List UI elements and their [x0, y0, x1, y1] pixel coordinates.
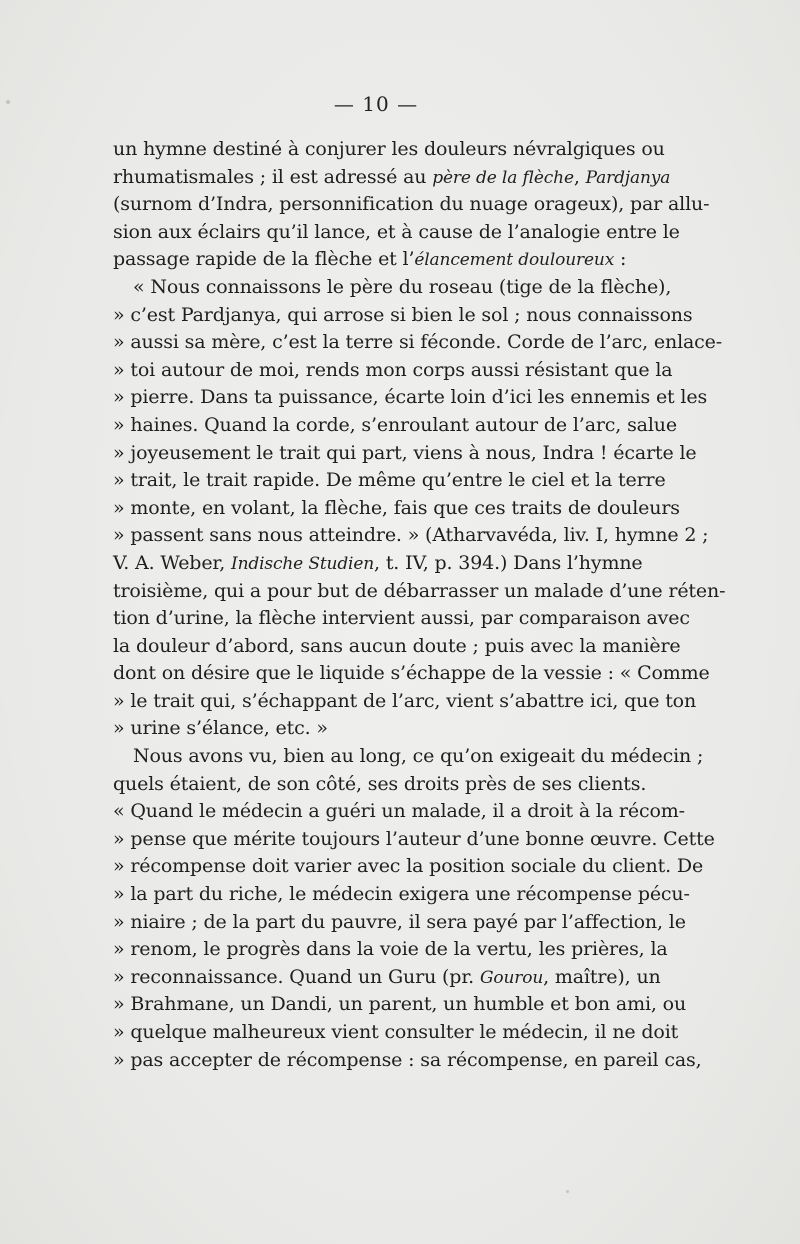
text-line: [113, 136, 665, 164]
paragraph-1: [113, 136, 710, 274]
text-run: « Nous connaissons le père du roseau (tige de la flèche),: [133, 275, 672, 298]
italic-phrase: Gourou: [479, 967, 544, 988]
italic-phrase: Indische Studien: [231, 553, 375, 574]
text-run: , t. IV, p. 394.) Dans l’hymne: [374, 551, 643, 574]
text-line: [113, 246, 641, 274]
text-line: [113, 578, 726, 606]
text-line: [113, 909, 686, 937]
text-run: » urine s’élance, etc. »: [113, 717, 328, 740]
text-run: tion d’urine, la flèche intervient aussi, par comparaison avec: [113, 607, 690, 630]
margin-spot: [6, 100, 10, 104]
text-run: » récompense doit varier avec la position sociale du client. De: [113, 855, 704, 878]
text-run: » joyeusement le trait qui part, viens à nous, Indra ! écarte le: [113, 441, 697, 464]
margin-spot: [566, 1190, 569, 1193]
text-line: [113, 853, 704, 881]
text-run: quels étaient, de son côté, ses droits près de ses clients.: [113, 772, 647, 795]
text-run: (surnom d’Indra, personnification du nuage orageux), par allu-: [113, 193, 710, 216]
text-line: [113, 467, 666, 495]
text-run: » le trait qui, s’échappant de l’arc, vient s’abattre ici, que ton: [113, 689, 697, 712]
text-line: [113, 357, 673, 385]
text-run: Nous avons vu, bien au long, ce qu’on exigeait du médecin ;: [133, 745, 704, 768]
text-line: [113, 964, 661, 992]
text-run: » pas accepter de récompense : sa récompense, en pareil cas,: [113, 1048, 702, 1071]
text-run: » monte, en volant, la flèche, fais que ces traits de douleurs: [113, 496, 680, 519]
text-line: [113, 274, 672, 302]
text-run: troisième, qui a pour but de débarrasser un malade d’une réten-: [113, 579, 726, 602]
text-run: » renom, le progrès dans la voie de la vertu, les prières, la: [113, 938, 668, 961]
text-line: [113, 881, 690, 909]
text-run: dont on désire que le liquide s’échappe de la vessie : « Comme: [113, 662, 710, 685]
text-line: [113, 1019, 679, 1047]
text-run: » pierre. Dans ta puissance, écarte loin d’ici les ennemis et les: [113, 386, 708, 409]
text-line: [113, 522, 709, 550]
text-run: » la part du riche, le médecin exigera une récompense pécu-: [113, 883, 690, 906]
text-run: » c’est Pardjanya, qui arrose si bien le sol ; nous connaissons: [113, 303, 693, 326]
text-line: [113, 715, 641, 743]
text-run: , maître), un: [543, 965, 661, 988]
text-run: :: [614, 248, 627, 271]
text-line: [113, 219, 680, 247]
text-line: [113, 550, 641, 578]
text-run: » niaire ; de la part du pauvre, il sera payé par l’affection, le: [113, 910, 686, 933]
text-run: » Brahmane, un Dandi, un parent, un humble et bon ami, ou: [113, 993, 687, 1016]
text-run: » haines. Quand la corde, s’enroulant autour de l’arc, salue: [113, 413, 677, 436]
text-run: un hymne destiné à conjurer les douleurs névralgiques ou: [113, 138, 665, 160]
body-text: [113, 136, 726, 1074]
text-run: » aussi sa mère, c’est la terre si féconde. Corde de l’arc, enlace-: [113, 331, 723, 354]
text-line: [113, 660, 710, 688]
italic-phrase: Pardjanya: [585, 167, 671, 188]
text-line: [113, 1047, 702, 1075]
text-run: V. A. Weber,: [113, 551, 232, 574]
text-line: [113, 798, 685, 826]
text-run: » toi autour de moi, rends mon corps aussi résistant que la: [113, 358, 673, 381]
text-run: passage rapide de la flèche et l’: [113, 248, 415, 271]
paragraph-3: [113, 743, 715, 1074]
text-line: [113, 412, 677, 440]
text-line: [113, 191, 710, 219]
text-line: [113, 688, 697, 716]
paragraph-2: [113, 274, 726, 743]
text-run: » pense que mérite toujours l’auteur d’une bonne œuvre. Cette: [113, 827, 715, 850]
text-line: [113, 440, 697, 468]
text-run: » quelque malheureux vient consulter le médecin, il ne doit: [113, 1021, 679, 1043]
text-line: [113, 991, 687, 1019]
text-line: [113, 771, 647, 799]
text-line: [113, 633, 681, 661]
text-line: [113, 826, 715, 854]
text-line: [113, 936, 668, 964]
text-line: [113, 495, 680, 523]
italic-phrase: élancement douloureux: [414, 250, 615, 271]
text-run: » passent sans nous atteindre. » (Atharvavéda, liv. I, hymne 2 ;: [113, 524, 709, 547]
text-run: rhumatismales ; il est adressé au: [113, 165, 433, 188]
text-run: ,: [573, 165, 586, 188]
text-line: [113, 384, 708, 412]
text-line: [113, 743, 704, 771]
text-line: [113, 164, 671, 192]
text-line: [113, 302, 693, 330]
text-run: » reconnaissance. Quand un Guru (pr.: [113, 965, 480, 988]
page-number: — 10 —: [333, 92, 419, 116]
text-run: « Quand le médecin a guéri un malade, il a droit à la récom-: [113, 800, 685, 823]
text-run: la douleur d’abord, sans aucun doute ; puis avec la manière: [113, 634, 681, 657]
italic-phrase: père de la flèche: [432, 167, 574, 188]
text-run: » trait, le trait rapide. De même qu’entre le ciel et la terre: [113, 469, 666, 492]
text-line: [113, 329, 723, 357]
text-run: sion aux éclairs qu’il lance, et à cause de l’analogie entre le: [113, 220, 680, 243]
text-line: [113, 605, 690, 633]
